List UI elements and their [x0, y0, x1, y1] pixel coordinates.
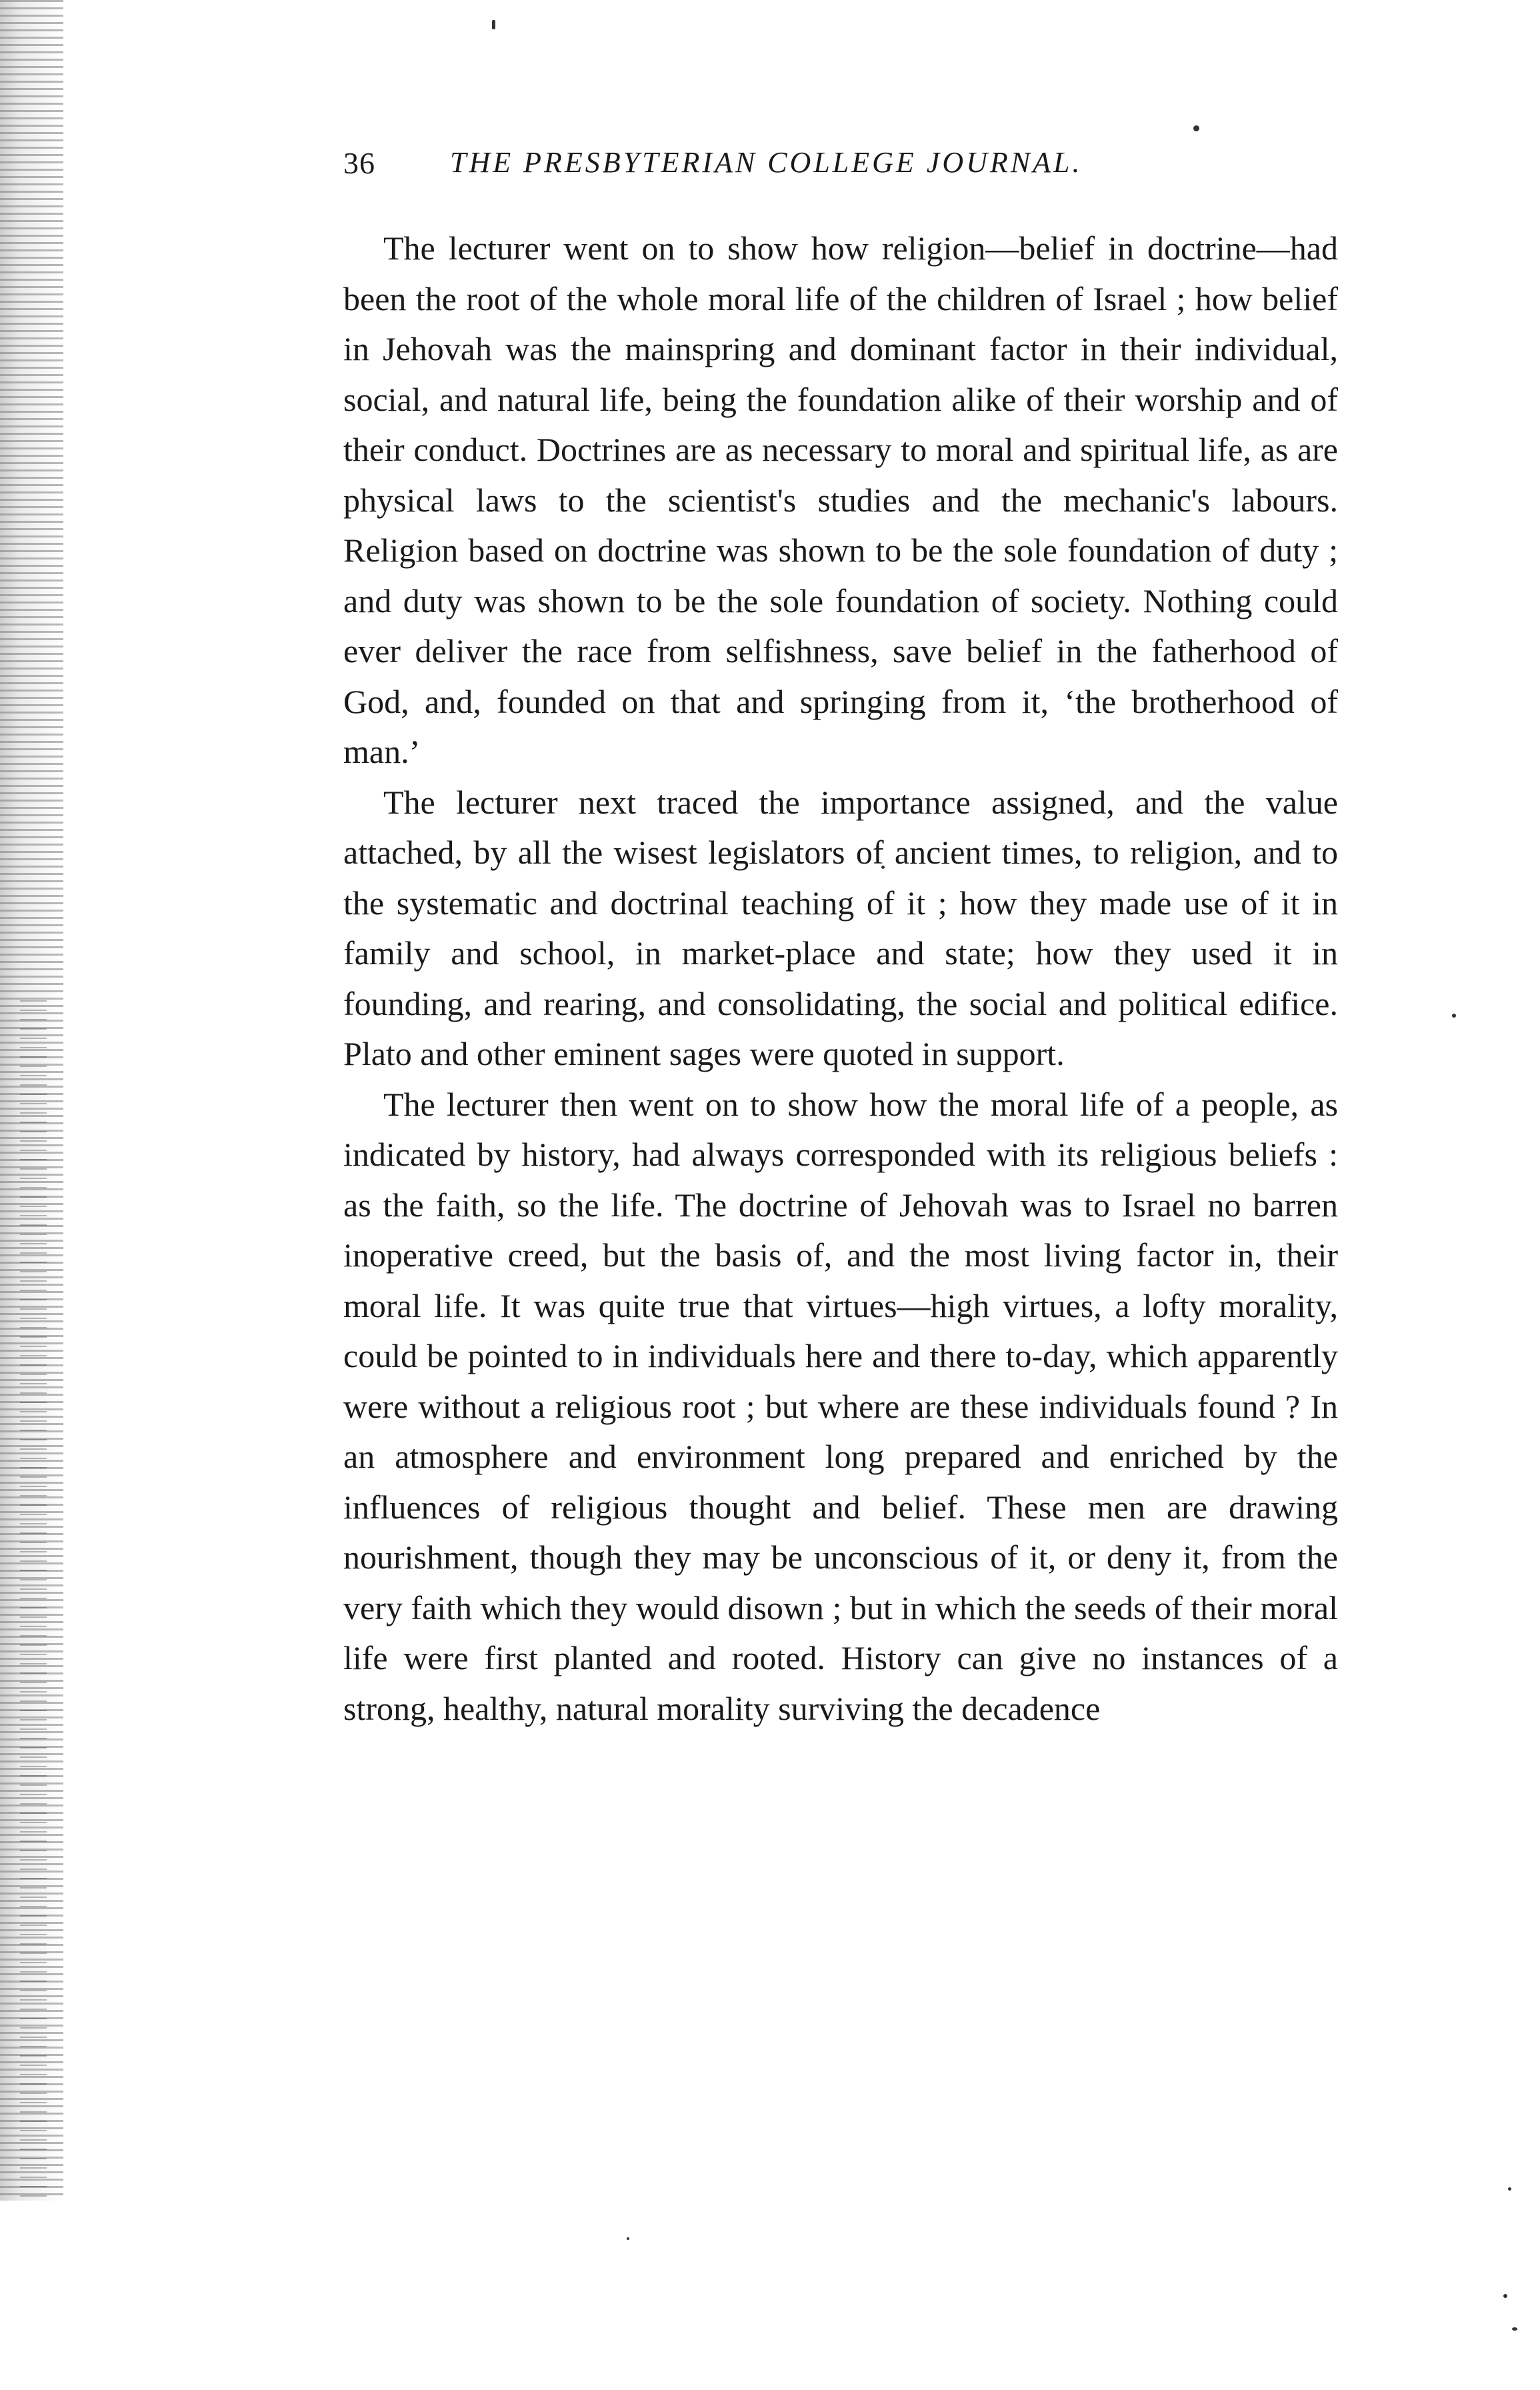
- scan-speck: [1503, 2294, 1507, 2298]
- paragraph: The lecturer then went on to show how the moral life of a people, as indicated by history, had always corresponded with its religious beliefs : as the faith, so the life. The doctrine of Jehovah was to Israel no barren inoperative creed, but the basis of, and the most living factor in, their moral life. It was quite true that virtues—high virtues, a lofty morality, could be pointed to in individuals here and there to-day, which apparently were without a religious root ; but where are these individuals found ? In an atmosphere and environment long prepared and enriched by the influences of religious thought and belief. These men are drawing nourishment, though they may be unconscious of it, or deny it, from the very faith which they would disown ; but in which the seeds of their moral life were first planted and rooted. History can give no instances of a strong, healthy, natural morality surviving the decadence: [343, 1085, 1338, 1727]
- running-title: THE PRESBYTERIAN COLLEGE JOURNAL.: [450, 146, 1083, 179]
- scan-speck: [492, 20, 495, 29]
- page-binding-edge-lower: [20, 1000, 47, 2201]
- scan-speck: [1512, 2327, 1517, 2331]
- page-number: 36: [343, 146, 375, 180]
- scan-speck: [1508, 2187, 1511, 2191]
- scan-speck: [627, 2237, 629, 2240]
- paragraph: The lecturer went on to show how religion—belief in doctrine—had been the root of the whole moral life of the children of Israel ; how belief in Jehovah was the mainspring and dominant factor in their individual, social, and natural life, being the foundation alike of their worship and of their conduct. Doctrines are as necessary to moral and spiritual life, as are physical laws to the scientist's studies and the mechanic's labours. Religion based on doctrine was shown to be the sole foundation of duty ; and duty was shown to be the sole foundation of society. Nothing could ever deliver the race from selfishness, save belief in the fatherhood of God, and, founded on that and springing from it, ‘the brotherhood of man.’: [343, 229, 1338, 770]
- scan-speck: [1452, 1014, 1456, 1018]
- scan-speck: [1193, 125, 1199, 131]
- page-header: [343, 145, 1350, 199]
- article-body: [343, 223, 1338, 1734]
- paragraph: The lecturer next traced the importance assigned, and the value attached, by all the wisest legislators of ancient times, to religion, and to the systematic and doctrinal teaching of it ; how they made use of it in family and school, in market-place and state; how they used it in founding, and rearing, and consolidating, the social and political edifice. Plato and other eminent sages were quoted in support.: [343, 783, 1338, 1072]
